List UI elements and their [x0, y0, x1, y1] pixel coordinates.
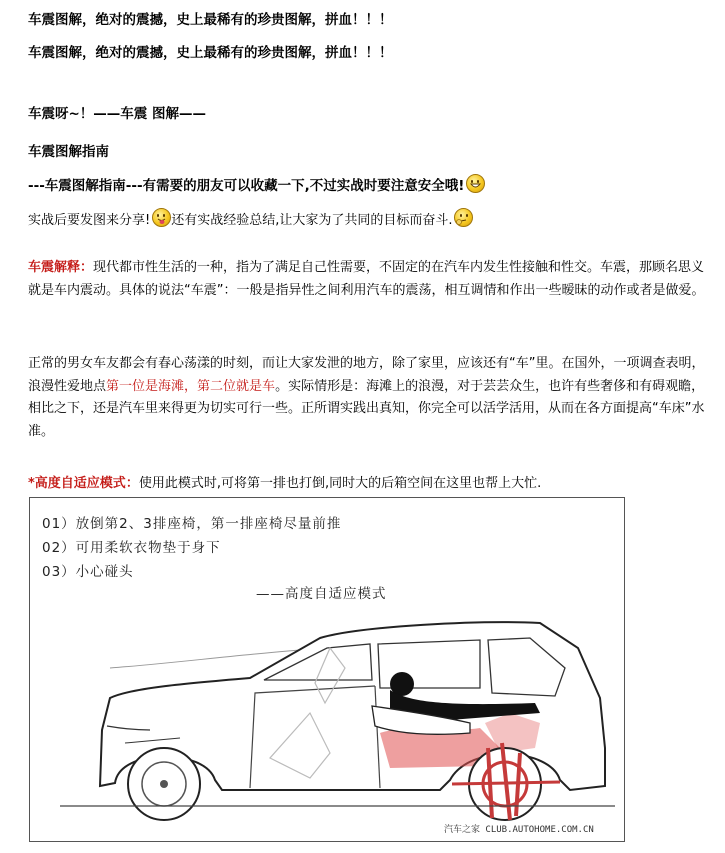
definition-label: 车震解释	[28, 260, 81, 275]
mode-intro	[28, 473, 541, 496]
headline-1: 车震图解，绝对的震撼，史上最稀有的珍贵图解，拼血！！！	[28, 12, 393, 28]
mode-text: 使用此模式时,可将第一排也打倒,同时大的后箱空间在这里也帮上大忙.	[138, 476, 542, 491]
share-text-post: 还有实战经验总结,让大家为了共同的目标而奋斗.	[171, 213, 453, 228]
mode-label: *高度自适应模式	[28, 476, 126, 491]
definition-colon: ：	[80, 260, 94, 275]
paragraph-2-highlight-1: 第一位是海滩	[106, 378, 185, 394]
guide-note	[28, 174, 485, 194]
paragraph-2-part2: 。实际情形是：海滩上的浪漫，对于芸芸众生，也许有些奢侈和有碍观瞻，相比之下，还是汽车里来得更为切实可行一些。正所谓实践出真知，你完全可以活学活用，从而在各方面提高“车床”水准。	[28, 378, 705, 439]
headline-2: 车震图解，绝对的震撼，史上最稀有的珍贵图解，拼血！！！	[28, 45, 393, 61]
guide-note-text: ---车震图解指南---有需要的朋友可以收藏一下,不过实战时要注意安全哦!	[28, 178, 465, 194]
figure-watermark: 汽车之家 CLUB.AUTOHOME.COM.CN	[444, 825, 594, 835]
paragraph-2-part1: 正常的男女车友都会有春心荡漾的时刻，而让大家发泄的地方，除了家里，应该还有“车”里。在国外，一项调查表明，浪漫性爱地点	[28, 356, 705, 394]
grin-emoticon	[466, 174, 485, 193]
definition-text: 现代都市性生活的一种，指为了满足自己性需要，不固定的在汽车内发生性接触和性交。车震，那顾名思义就是车内震动。具体的说法“车震”：一般是指异性之间利用汽车的震荡，相互调情和作出一些暧昧的动作或者是做爱。	[28, 260, 705, 298]
mode-colon: ：	[125, 476, 139, 491]
paragraph-2	[28, 353, 712, 443]
subtitle: 车震呀~！——车震 图解——	[28, 106, 207, 122]
figure-step-2: 02）可用柔软衣物垫于身下	[42, 540, 221, 556]
paragraph-2-highlight-2: 第二位就是车	[197, 378, 276, 394]
figure-caption: ——高度自适应模式	[256, 586, 387, 602]
car-illustration	[29, 497, 625, 842]
definition-paragraph	[28, 257, 712, 302]
paragraph-2-comma: ，	[184, 378, 198, 394]
thinking-emoticon	[454, 208, 473, 227]
car-drawing	[30, 498, 624, 841]
share-text-pre: 实战后要发图来分享!	[28, 213, 151, 228]
figure-step-3: 03）小心碰头	[42, 564, 134, 580]
share-line	[28, 208, 473, 233]
figure-step-1: 01）放倒第2、3排座椅，第一排座椅尽量前推	[42, 516, 342, 532]
tongue-emoticon	[152, 208, 171, 227]
guide-title: 车震图解指南	[28, 144, 109, 160]
